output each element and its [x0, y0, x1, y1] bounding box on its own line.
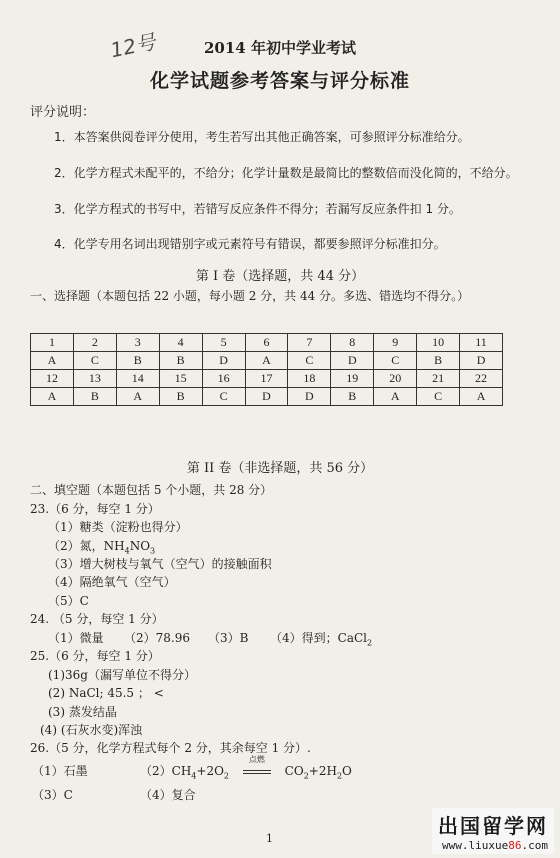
q26-answer-4: （4）复合: [140, 788, 196, 802]
table-cell: 14: [116, 370, 159, 388]
q25-answer-3: (3) 蒸发结晶: [48, 705, 117, 719]
q26-heading: 26.（5 分，化学方程式每个 2 分，其余每空 1 分）.: [30, 741, 311, 755]
q24-answer-3: （3）B: [208, 631, 249, 645]
q26-a2-plus: +2O: [196, 764, 224, 778]
watermark-url-red: 86: [508, 839, 522, 852]
q26-a2-pre: （2）CH: [140, 764, 192, 778]
part2-section-heading: 二、填空题（本题包括 5 个小题，共 28 分）: [30, 483, 273, 497]
q24-answer-4: [270, 629, 372, 647]
table-cell: 22: [460, 370, 503, 388]
table-cell: 18: [288, 370, 331, 388]
page-number: 1: [266, 832, 273, 845]
table-cell: C: [73, 352, 116, 370]
q23-answer-1: （1）糖类（淀粉也得分）: [48, 520, 188, 534]
table-cell: A: [31, 388, 74, 406]
part1-section-heading: 一、选择题（本题包括 22 小题，每小题 2 分，共 44 分。多选、错选均不得分。）: [30, 289, 470, 303]
q26-a2-prod1: CO: [284, 764, 304, 778]
table-cell: D: [288, 388, 331, 406]
table-cell: 6: [245, 334, 288, 352]
subscript: 2: [223, 771, 230, 781]
q26-answer-1: （1）石墨: [32, 764, 88, 778]
table-cell: D: [460, 352, 503, 370]
subscript: 2: [336, 771, 343, 781]
table-cell: B: [159, 352, 202, 370]
table-cell: A: [245, 352, 288, 370]
table-cell: 8: [331, 334, 374, 352]
subscript: 2: [367, 638, 373, 648]
q26-a2-prod2: +2H: [308, 764, 337, 778]
scoring-note-2: 2．化学方程式未配平的，不给分；化学计量数是最简比的整数倍而没化简的，不给分。: [54, 166, 518, 180]
table-cell: A: [31, 352, 74, 370]
q26-answer-2: [140, 755, 352, 781]
table-cell: B: [116, 352, 159, 370]
table-row: [31, 388, 503, 406]
equals-bar: [243, 770, 271, 774]
reaction-condition: [243, 755, 271, 778]
q26-answer-3: （3）C: [32, 788, 73, 802]
table-cell: A: [374, 388, 417, 406]
table-cell: B: [73, 388, 116, 406]
part2-title: 第 II 卷（非选择题，共 56 分）: [186, 461, 374, 476]
q23-answer-2: [48, 537, 155, 555]
scoring-note-4: 4．化学专用名词出现错别字或元素符号有错误，都要参照评分标准扣分。: [54, 237, 446, 251]
subscript: 3: [150, 546, 156, 556]
table-cell: 19: [331, 370, 374, 388]
table-cell: A: [460, 388, 503, 406]
table-cell: C: [202, 388, 245, 406]
table-row: [31, 334, 503, 352]
table-cell: 12: [31, 370, 74, 388]
table-cell: C: [417, 388, 460, 406]
q25-answer-2: (2) NaCl; 45.5 ； <: [48, 686, 164, 700]
table-cell: 5: [202, 334, 245, 352]
table-cell: D: [202, 352, 245, 370]
answer-table: [30, 333, 503, 406]
table-cell: 20: [374, 370, 417, 388]
q23-answer-5: （5）C: [48, 594, 89, 608]
table-cell: 11: [460, 334, 503, 352]
table-cell: 9: [374, 334, 417, 352]
q24-a4-text: （4）得到；CaCl: [270, 631, 367, 645]
table-cell: 13: [73, 370, 116, 388]
scoring-note-1: 1．本答案供阅卷评分使用，考生若写出其他正确答案，可参照评分标准给分。: [54, 130, 470, 144]
table-cell: 2: [73, 334, 116, 352]
table-cell: B: [417, 352, 460, 370]
watermark: [432, 808, 554, 854]
scoring-notes-heading: 评分说明：: [30, 105, 96, 120]
table-cell: 15: [159, 370, 202, 388]
table-cell: B: [159, 388, 202, 406]
table-cell: 3: [116, 334, 159, 352]
table-cell: 7: [288, 334, 331, 352]
table-row: [31, 370, 503, 388]
table-cell: 10: [417, 334, 460, 352]
q23-heading: 23.（6 分，每空 1 分）: [30, 502, 160, 516]
watermark-url-pre: www.liuxue: [442, 839, 509, 852]
scoring-note-3: 3．化学方程式的书写中，若错写反应条件不得分；若漏写反应条件扣 1 分。: [54, 202, 461, 216]
q24-answer-2: （2）78.96: [124, 631, 190, 645]
table-cell: D: [245, 388, 288, 406]
reaction-condition-text: 点燃: [248, 755, 265, 764]
table-cell: 21: [417, 370, 460, 388]
table-cell: 16: [202, 370, 245, 388]
watermark-url: [438, 839, 548, 852]
q23-a2-text: （2）氮，NH: [48, 539, 125, 553]
q23-answer-4: （4）隔绝氧气（空气）: [48, 575, 176, 589]
q25-answer-4: (4) (石灰水变)浑浊: [40, 723, 143, 737]
watermark-logo: 出国留学网: [438, 814, 548, 838]
q24-answer-1: （1）微量: [48, 631, 104, 645]
table-cell: A: [116, 388, 159, 406]
table-cell: 4: [159, 334, 202, 352]
part1-title: 第 I 卷（选择题，共 44 分）: [195, 269, 365, 284]
q24-heading: 24. （5 分，每空 1 分）: [30, 612, 164, 626]
subscript: 4: [124, 546, 130, 556]
table-cell: D: [331, 352, 374, 370]
q23-answer-3: （3）增大树枝与氧气（空气）的接触面积: [48, 557, 272, 571]
table-cell: 17: [245, 370, 288, 388]
table-cell: C: [374, 352, 417, 370]
q25-answer-1: (1)36g（漏写单位不得分）: [48, 668, 196, 682]
exam-title: 2014 年初中学业考试: [204, 39, 356, 57]
handwritten-mark: 12号: [108, 29, 158, 63]
subscript: 2: [303, 771, 309, 781]
subscript: 4: [191, 771, 197, 781]
q25-heading: 25.（6 分，每空 1 分）: [30, 649, 160, 663]
main-title: 化学试题参考答案与评分标准: [149, 70, 410, 92]
q26-a2-prod3: O: [342, 764, 352, 778]
table-cell: B: [331, 388, 374, 406]
table-cell: 1: [31, 334, 74, 352]
watermark-url-post: .com: [521, 839, 548, 852]
table-row: [31, 352, 503, 370]
table-cell: C: [288, 352, 331, 370]
q23-a2-mid: NO: [129, 539, 151, 553]
